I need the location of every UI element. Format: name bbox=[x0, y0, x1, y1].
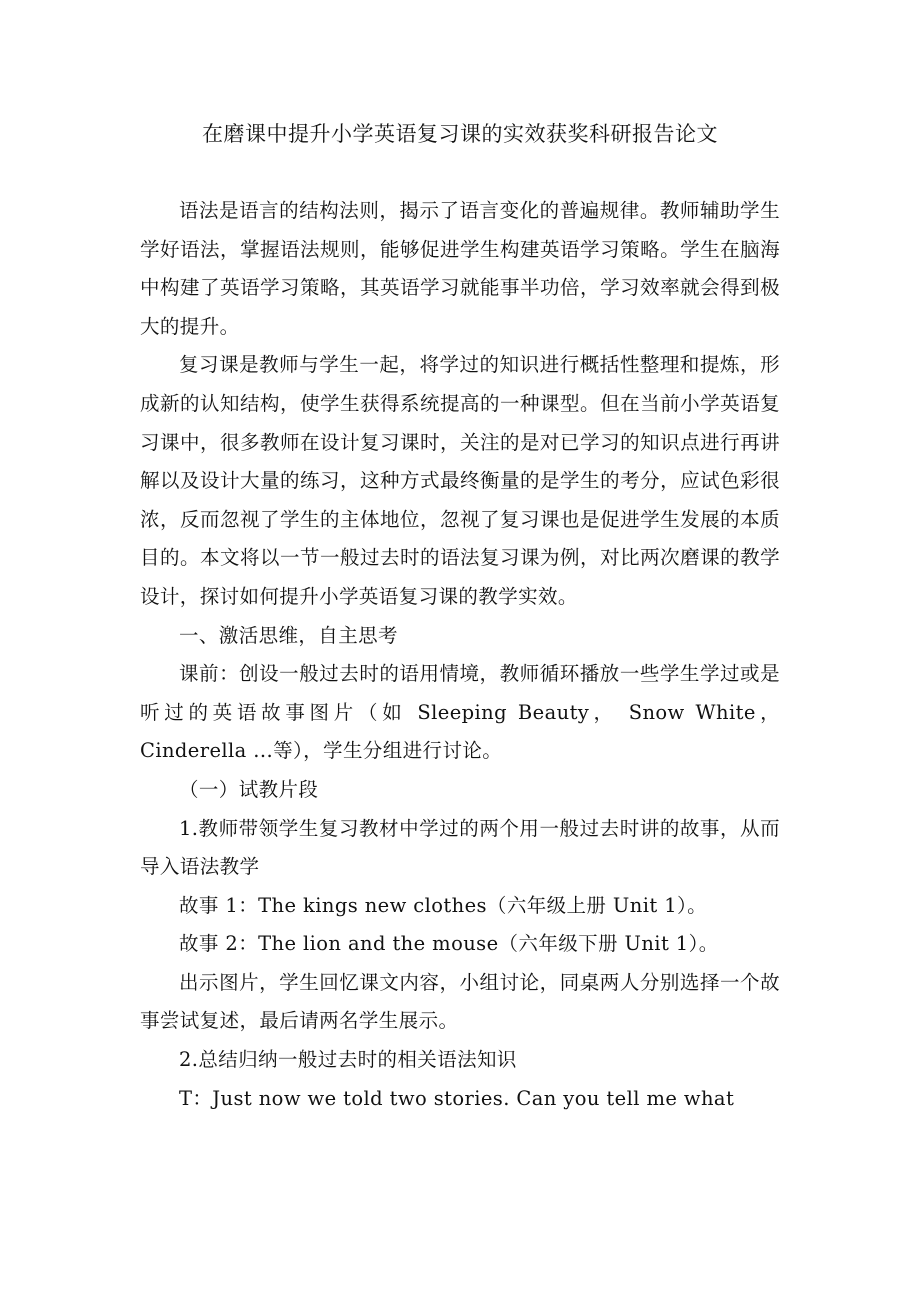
subsection-heading-trial: （一）试教片段 bbox=[179, 777, 319, 801]
paragraph-before-class: 课前：创设一般过去时的语用情境，教师循环播放一些学生学过或是听过的英语故事图片（如 Sleeping Beauty， Snow White， Cinderella ...等），学生分组进行讨论。 bbox=[140, 662, 780, 763]
step-1-heading: 1.教师带领学生复习教材中学过的两个用一般过去时讲的故事，从而导入语法教学 bbox=[140, 816, 780, 879]
document-title: 在磨课中提升小学英语复习课的实效获奖科研报告论文 bbox=[202, 122, 718, 146]
section-heading-1: 一、激活思维，自主思考 bbox=[179, 623, 398, 647]
paragraph-show-pictures: 出示图片，学生回忆课文内容，小组讨论，同桌两人分别选择一个故事尝试复述，最后请两名学生展示。 bbox=[140, 970, 780, 1033]
paragraph-grammar-intro: 语法是语言的结构法则，揭示了语言变化的普遍规律。教师辅助学生学好语法，掌握语法规则，能够促进学生构建英语学习策略。学生在脑海中构建了英语学习策略，其英语学习就能事半功倍，学习效率就会得到极大的提升。 bbox=[140, 199, 780, 338]
story-2-line: 故事 2：The lion and the mouse（六年级下册 Unit 1）。 bbox=[179, 932, 719, 956]
teacher-dialogue-line: T：Just now we told two stories. Can you tell me what bbox=[179, 1086, 735, 1110]
step-2-heading: 2.总结归纳一般过去时的相关语法知识 bbox=[179, 1048, 517, 1072]
paragraph-review-lesson: 复习课是教师与学生一起，将学过的知识进行概括性整理和提炼，形成新的认知结构，使学生获得系统提高的一种课型。但在当前小学英语复习课中，很多教师在设计复习课时，关注的是对已学习的知识点进行再讲解以及设计大量的练习，这种方式最终衡量的是学生的考分，应试色彩很浓，反而忽视了学生的主体地位，忽视了复习课也是促进学生发展的本质目的。本文将以一节一般过去时的语法复习课为例，对比两次磨课的教学设计，探讨如何提升小学英语复习课的教学实效。 bbox=[140, 353, 780, 608]
story-1-line: 故事 1：The kings new clothes（六年级上册 Unit 1）。 bbox=[179, 893, 708, 917]
document-body bbox=[140, 192, 780, 1118]
